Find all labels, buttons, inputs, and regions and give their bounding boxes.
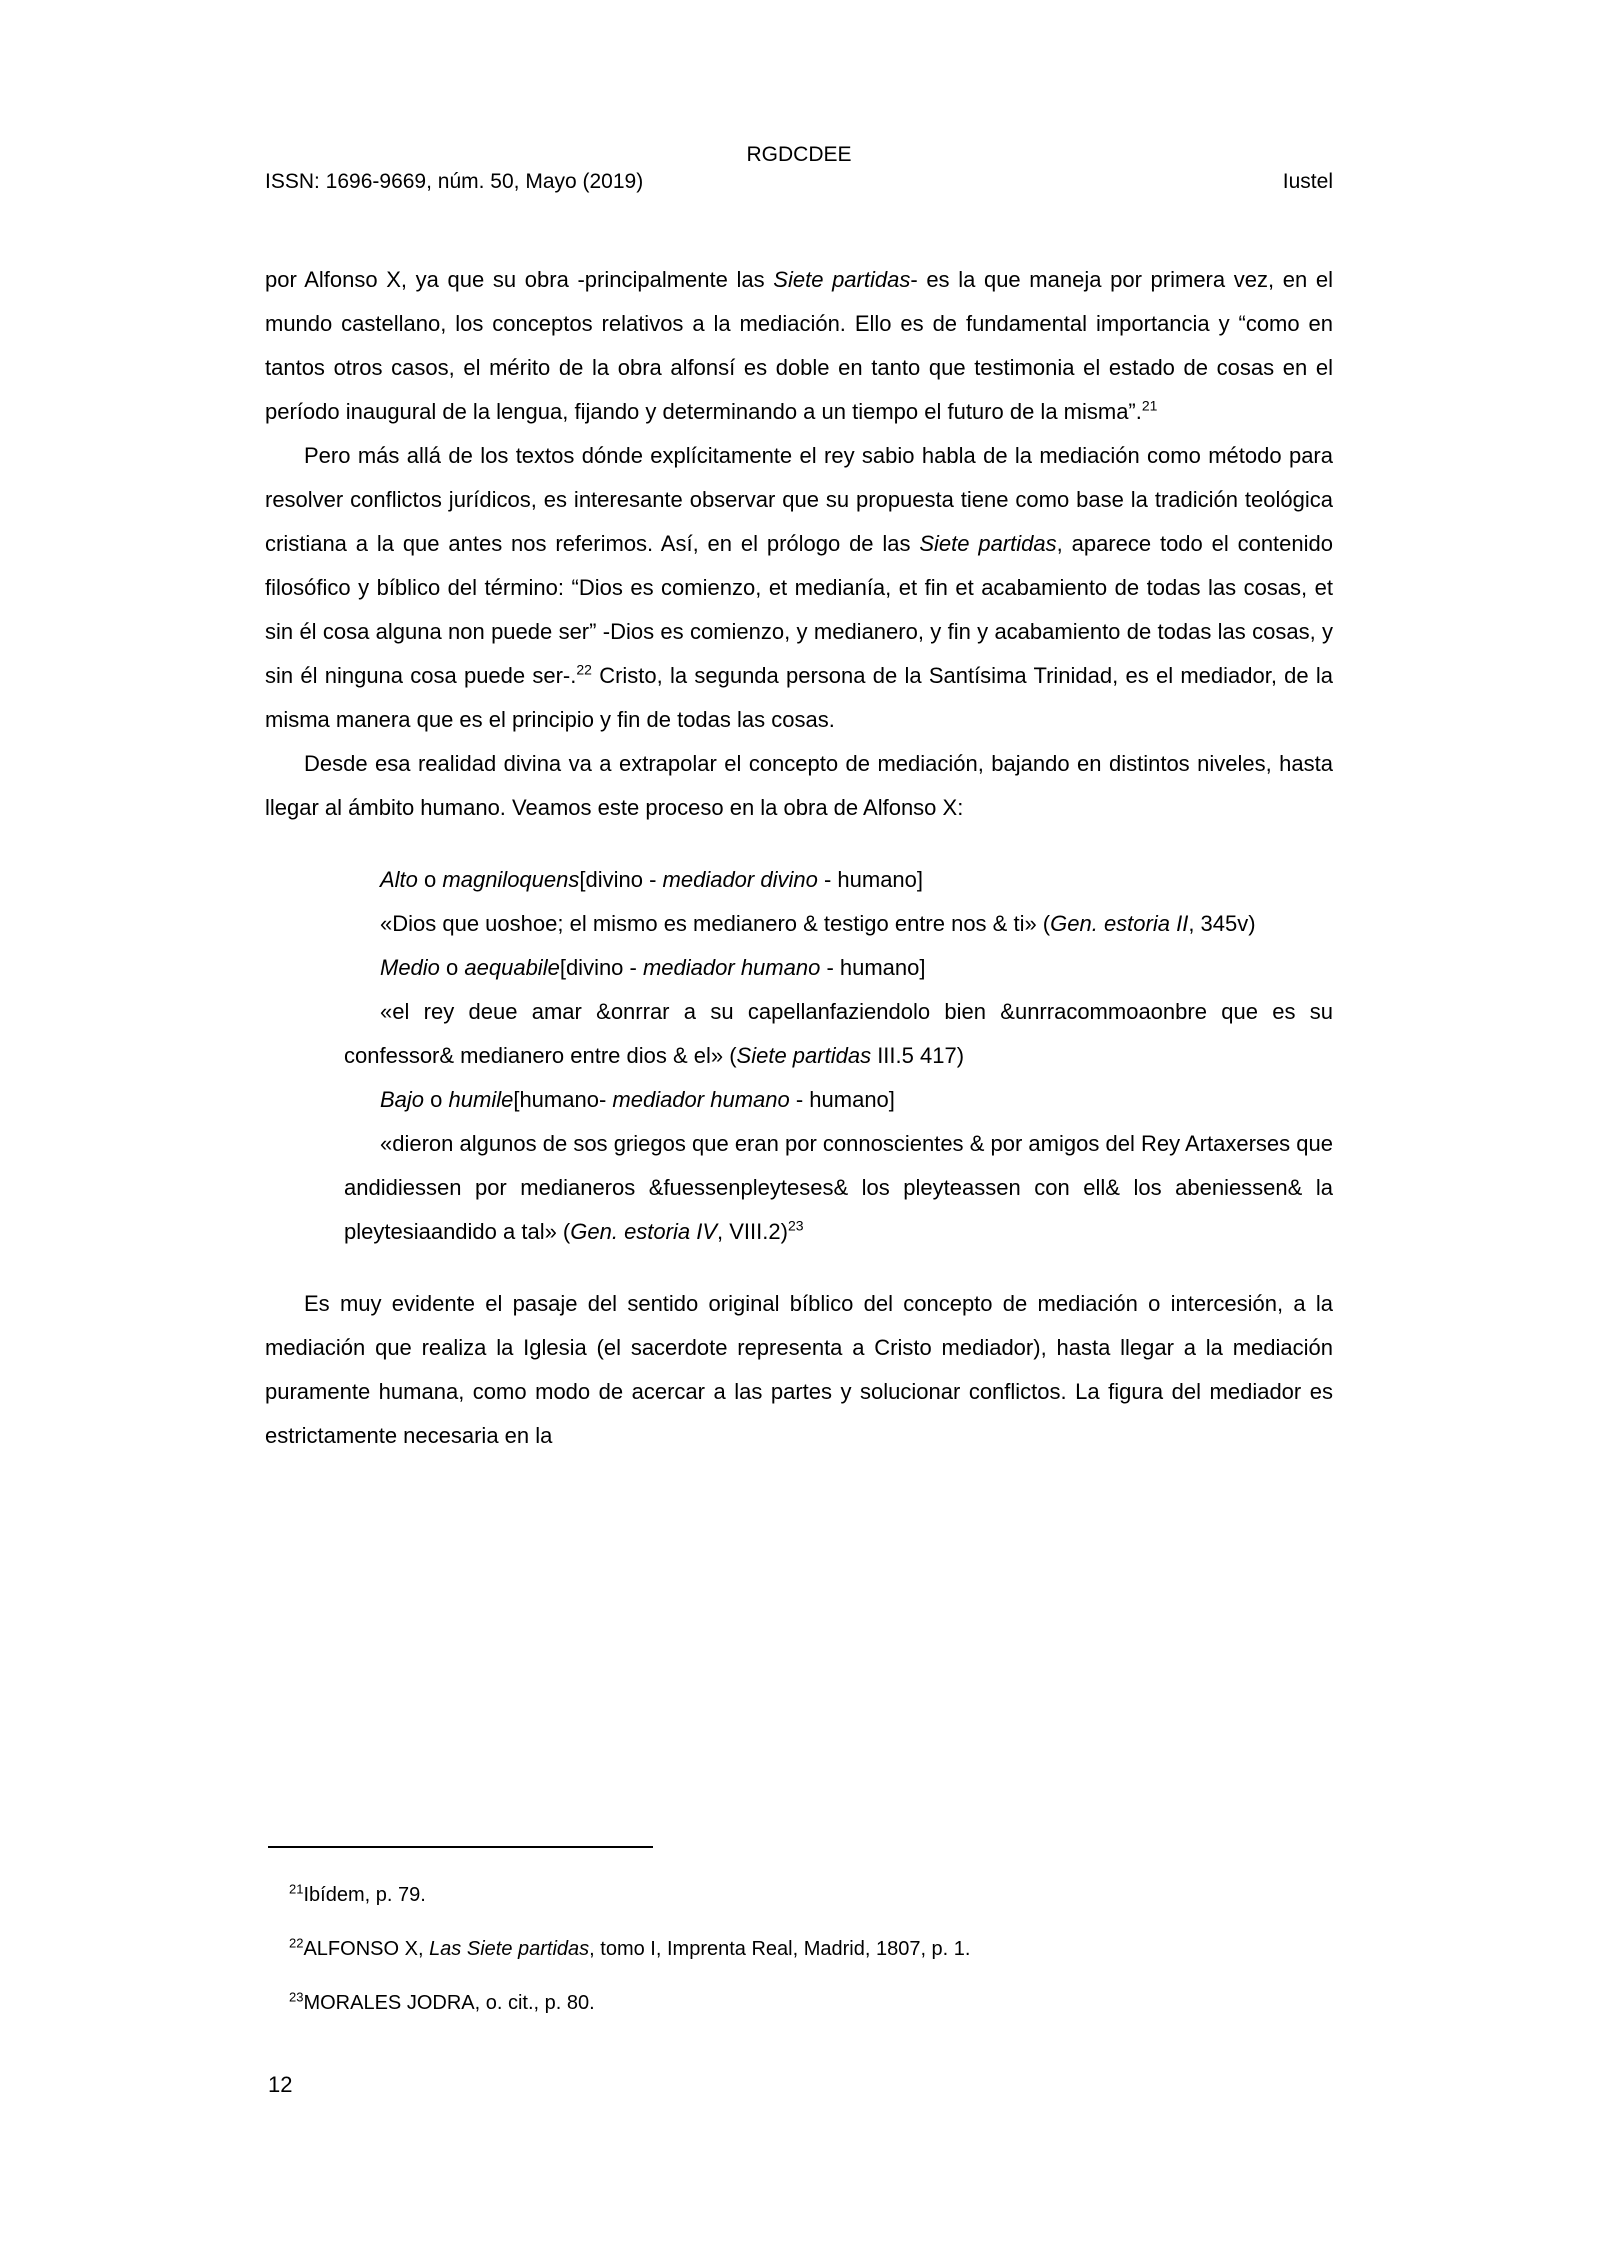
text-run: Siete partidas bbox=[919, 531, 1057, 556]
text-run: magniloquens bbox=[442, 867, 580, 892]
text-run: o bbox=[439, 955, 465, 980]
text-run: ALFONSO X, bbox=[303, 1938, 430, 1960]
journal-abbreviation: RGDCDEE bbox=[746, 143, 852, 166]
text-run: Cristo, la segunda persona de la Santísima Trinidad, es el mediador, de la misma manera que es el principio y fin de todas las cosas. bbox=[265, 663, 1334, 732]
footnote-separator bbox=[268, 1846, 653, 1848]
text-run: mediador humano bbox=[612, 1087, 790, 1112]
text-run: mediador divino bbox=[662, 867, 818, 892]
text-run: por Alfonso X, ya que su obra -principalmente las bbox=[265, 267, 774, 292]
quote-line bbox=[344, 858, 1333, 902]
footnote-ref: 21 bbox=[289, 1881, 304, 1897]
text-run: Siete partidas bbox=[736, 1043, 872, 1068]
footnote-ref: 22 bbox=[576, 661, 592, 678]
text-run: - humano] bbox=[817, 867, 924, 892]
text-run: Ibídem, p. 79. bbox=[303, 1884, 426, 1906]
issn-line: ISSN: 1696-9669, núm. 50, Mayo (2019) bbox=[265, 170, 644, 193]
text-run: Medio bbox=[380, 955, 440, 980]
text-run: [divino - bbox=[559, 955, 643, 980]
text-run: Las Siete partidas bbox=[429, 1938, 590, 1960]
text-run: [divino - bbox=[579, 867, 663, 892]
text-run: Pero más allá de los textos dónde explícitamente el rey sabio habla de la mediación como método para resolver conflictos jurídicos, es interesante observar que su propuesta tiene como base la tradición teológica cristiana a la que antes nos referimos. Así, en el prólogo de las bbox=[265, 443, 1333, 556]
paragraph bbox=[265, 742, 1333, 830]
text-run: Siete partidas bbox=[773, 267, 911, 292]
text-run: Es muy evidente el pasaje del sentido original bíblico del concepto de mediación o intercesión, a la mediación que realiza la Iglesia (el sacerdote representa a Cristo mediador), hasta llegar a la mediación puramente humana, como modo de acercar a las partes y solucionar conflictos. La figura del mediador es estrictamente necesaria en la bbox=[265, 1291, 1333, 1448]
text-run: mediador humano bbox=[642, 955, 821, 980]
text-run: Gen. estoria II bbox=[1050, 911, 1189, 936]
article-body bbox=[265, 258, 1333, 1458]
publisher-name: Iustel bbox=[1282, 170, 1333, 193]
text-run: o bbox=[424, 1087, 449, 1112]
footnote bbox=[265, 1874, 1333, 1916]
quote-line bbox=[344, 946, 1333, 990]
footnote-ref: 23 bbox=[289, 1989, 304, 2005]
text-run: «el rey deue amar &onrrar a su capellanfaziendolo bien &unrracommoaonbre que es su confessor& medianero entre dios & el» ( bbox=[344, 999, 1333, 1068]
footnote bbox=[265, 1982, 1333, 2024]
block-quote bbox=[344, 858, 1333, 1254]
quote-line bbox=[344, 1122, 1333, 1254]
text-run: Bajo bbox=[380, 1087, 425, 1112]
text-run: aequabile bbox=[464, 955, 560, 980]
text-run: , 345v) bbox=[1188, 911, 1256, 936]
paragraph bbox=[265, 258, 1333, 434]
quote-line bbox=[344, 990, 1333, 1078]
footnote bbox=[265, 1928, 1333, 1970]
header-meta-row bbox=[265, 169, 1333, 194]
footnote-ref: 21 bbox=[1141, 397, 1158, 414]
quote-line bbox=[344, 1078, 1333, 1122]
text-run: , tomo I, Imprenta Real, Madrid, 1807, p. 1. bbox=[589, 1938, 971, 1960]
text-run: Alto bbox=[380, 867, 418, 892]
page-header bbox=[265, 142, 1333, 194]
text-run: - es la que maneja por primera vez, en el mundo castellano, los conceptos relativos a la mediación. Ello es de fundamental importancia y “como en tantos otros casos, el mérito de la obra alfonsí es doble en tanto que testimonia el estado de cosas en el período inaugural de la lengua, fijando y determinando a un tiempo el futuro de la misma”. bbox=[265, 267, 1333, 424]
text-run: , aparece todo el contenido filosófico y bíblico del término: “Dios es comienzo, et medianía, et fin et acabamiento de todas las cosas, et sin él cosa alguna non puede ser” -Dios es comienzo, y medianero, y fin y acabamiento de todas las cosas, y sin él ninguna cosa puede ser-. bbox=[265, 531, 1334, 688]
page-number: 12 bbox=[268, 2072, 293, 2097]
text-run: - humano] bbox=[820, 955, 926, 980]
text-run: humile bbox=[448, 1087, 514, 1112]
text-run: Gen. estoria IV bbox=[570, 1219, 718, 1244]
paragraph bbox=[265, 434, 1333, 742]
text-run: «Dios que uoshoe; el mismo es medianero & testigo entre nos & ti» ( bbox=[380, 911, 1051, 936]
text-run: [humano- bbox=[513, 1087, 613, 1112]
footnote-ref: 23 bbox=[787, 1217, 804, 1234]
text-run: III.5 417) bbox=[871, 1043, 965, 1068]
paragraph bbox=[265, 1282, 1333, 1458]
footnotes-section bbox=[265, 1874, 1333, 2036]
text-run: «dieron algunos de sos griegos que eran por connoscientes & por amigos del Rey Artaxerses que andidiessen por medianeros &fuessenpleyteses& los pleyteassen con ell& los abeniessen& la pleytesiaandido a tal» ( bbox=[344, 1131, 1333, 1244]
quote-line bbox=[344, 902, 1333, 946]
text-run: Desde esa realidad divina va a extrapolar el concepto de mediación, bajando en distintos niveles, hasta llegar al ámbito humano. Veamos este proceso en la obra de Alfonso X: bbox=[265, 751, 1333, 820]
footnote-ref: 22 bbox=[289, 1935, 304, 1951]
text-run: MORALES JODRA, o. cit., p. 80. bbox=[303, 1992, 595, 2014]
text-run: - humano] bbox=[789, 1087, 895, 1112]
text-run: , VIII.2) bbox=[717, 1219, 788, 1244]
text-run: o bbox=[417, 867, 443, 892]
